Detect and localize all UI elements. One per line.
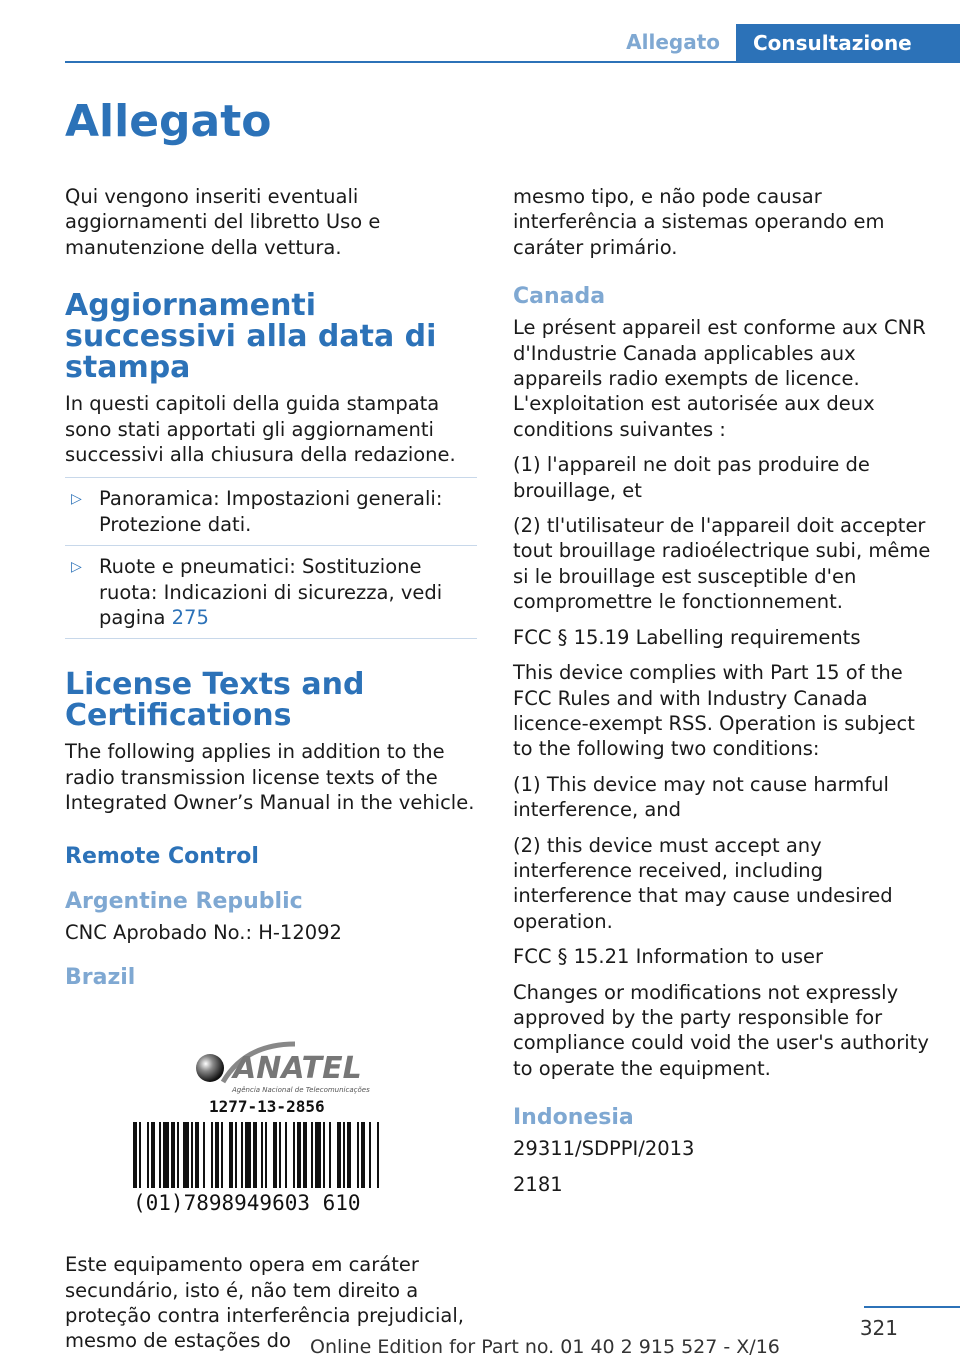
heading-indonesia: Indonesia — [513, 1105, 634, 1131]
page-number: 321 — [859, 1316, 898, 1340]
canada-p3: (2) tl'utilisateur de l'appareil doit accepter tout brouillage radioélectrique subi, même si le brouillage est susceptible d'en compromettre le fonctionnement. — [513, 514, 931, 614]
canada-p4: FCC § 15.19 Labelling requirements — [513, 625, 861, 649]
canada-p2: (1) l'appareil ne doit pas produire de brouillage, et — [513, 453, 870, 502]
anatel-barcode-graphic — [125, 1034, 421, 1214]
bullet-text: Ruote e pneumatici: Sostituzione ruota: Indicazioni di sicurezza, vedi pagina — [99, 555, 443, 630]
triangle-bullet-icon: ▷ — [71, 491, 82, 508]
heading-brazil: Brazil — [65, 965, 136, 991]
anatel-logo — [125, 1034, 477, 1218]
list-item — [65, 477, 477, 546]
heading-updates: Aggiornamenti successivi alla data di stampa — [65, 288, 437, 386]
indonesia-p1: 29311/SDPPI/2013 — [513, 1137, 695, 1161]
canada-p9: Changes or modifications not expressly approved by the party responsible for compliance could void the user's authority to operate the equipment. — [513, 980, 929, 1080]
list-item — [65, 546, 477, 639]
heading-argentine: Argentine Republic — [65, 888, 303, 914]
canada-p8: FCC § 15.21 Information to user — [513, 945, 824, 969]
brazil-text-cont: mesmo tipo, e não pode causar interferência a sistemas operando em caráter primário. — [513, 185, 885, 259]
license-text: The following applies in addition to the radio transmission license texts of the Integrated Owner’s Manual in the vehicle. — [65, 740, 475, 815]
anatel-sphere-icon — [196, 1054, 224, 1082]
brazil-text: Este equipamento opera em caráter secundário, isto é, não tem direito a proteção contra interferência prejudicial, mesmo de estações do — [65, 1253, 464, 1353]
anatel-code: 1277-13-2856 — [209, 1097, 325, 1117]
intro-text: Qui vengono inseriti eventuali aggiornamenti del libretto Uso e manutenzione della vettura. — [65, 185, 381, 259]
heading-remote-control: Remote Control — [65, 843, 259, 869]
heading-canada: Canada — [513, 284, 606, 310]
footer-rule — [864, 1306, 960, 1308]
header-chapter-tab — [736, 24, 960, 62]
barcode-bars — [133, 1122, 379, 1188]
bullet-text: Panoramica: Impostazioni generali: Protezione dati. — [99, 487, 443, 536]
right-column — [513, 184, 933, 1207]
barcode-number: (01)7898949603 610 — [133, 1191, 361, 1215]
footer-edition: Online Edition for Part no. 01 40 2 915 527 - X/16 — [310, 1336, 780, 1358]
canada-p7: (2) this device must accept any interference received, including interference that may cause undesired operation. — [513, 833, 893, 933]
canada-p1: Le présent appareil est conforme aux CNR d'Industrie Canada applicables aux appareils radio exempts de licence. L'exploitation est autorisée aux deux conditions suivantes : — [513, 316, 926, 441]
header-chapter-label: Consultazione — [753, 31, 912, 55]
header-rule — [65, 61, 960, 63]
canada-p6: (1) This device may not cause harmful interference, and — [513, 772, 889, 822]
updates-list — [65, 477, 477, 639]
heading-license: License Texts and Certifications — [65, 667, 365, 734]
page-title: Allegato — [65, 96, 272, 147]
updates-text: In questi capitoli della guida stampata sono stati apportati gli aggiornamenti successivi alla chiusura della redazione. — [65, 392, 456, 467]
left-column — [65, 184, 477, 1364]
triangle-bullet-icon: ▷ — [71, 559, 82, 576]
page-header — [0, 0, 960, 62]
argentine-text: CNC Aprobado No.: H-12092 — [65, 920, 342, 944]
anatel-subtitle: Agência Nacional de Telecomunicações — [232, 1086, 370, 1095]
canada-p5: This device complies with Part 15 of the FCC Rules and with Industry Canada licence-exempt RSS. Operation is subject to the following two conditions: — [513, 661, 915, 761]
anatel-brand: ANATEL — [233, 1051, 362, 1087]
header-section: Allegato — [626, 30, 720, 54]
indonesia-p2: 2181 — [513, 1172, 563, 1196]
page-link[interactable]: 275 — [171, 606, 209, 630]
